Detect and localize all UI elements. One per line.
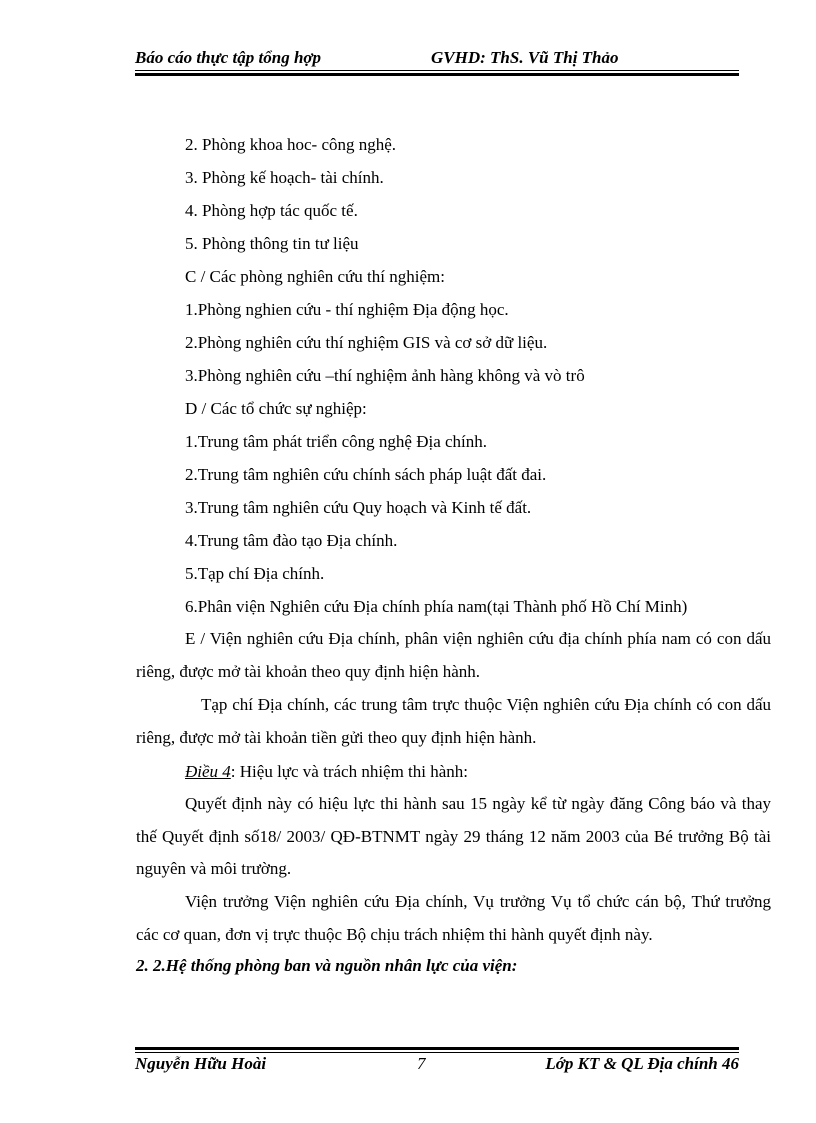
header-report-title: Báo cáo thực tập tổng hợp — [135, 48, 322, 67]
paragraph-quyetdinh: Quyết định này có hiệu lực thi hành sau 15 ngày kể từ ngày đăng Công báo và thay thế Quyết định số18/ 2003/ QĐ-BTNMT ngày 29 tháng 12 năm 2003 của Bé trưởng Bộ tài nguyên và môi trường. — [136, 794, 771, 878]
list-item: 3.Trung tâm nghiên cứu Quy hoạch và Kinh tế đất. — [185, 498, 532, 517]
page-header — [135, 48, 739, 72]
list-item: 2. Phòng khoa hoc- công nghệ. — [185, 135, 397, 154]
list-item: 5.Tạp chí Địa chính. — [185, 564, 325, 583]
section-c-title: C / Các phòng nghiên cứu thí nghiệm: — [185, 267, 445, 286]
list-item: 6.Phân viện Nghiên cứu Địa chính phía nam(tại Thành phố Hồ Chí Minh) — [185, 597, 688, 616]
article-4-heading — [185, 762, 468, 782]
list-item: 2.Phòng nghiên cứu thí nghiệm GIS và cơ sở dữ liệu. — [185, 333, 548, 352]
paragraph-vientruong: Viện trưởng Viện nghiên cứu Địa chính, Vụ trưởng Vụ tổ chức cán bộ, Thứ trưởng các cơ quan, đơn vị trực thuộc Bộ chịu trách nhiệm thi hành quyết định này. — [136, 892, 771, 944]
footer-author: Nguyễn Hữu Hoài — [135, 1054, 267, 1073]
header-supervisor: GVHD: ThS. Vũ Thị Thảo — [431, 48, 619, 67]
header-rule-thick — [135, 73, 739, 76]
paragraph-e: E / Viện nghiên cứu Địa chính, phân viện nghiên cứu địa chính phía nam có con dấu riêng, được mở tài khoản theo quy định hiện hành. — [136, 629, 771, 681]
page-footer — [135, 1054, 739, 1078]
list-item: 2.Trung tâm nghiên cứu chính sách pháp luật đất đai. — [185, 465, 547, 484]
list-item: 1.Trung tâm phát triển công nghệ Địa chính. — [185, 432, 488, 451]
footer-rule-thick — [135, 1047, 739, 1050]
list-item: 3. Phòng kế hoạch- tài chính. — [185, 168, 384, 187]
list-item: 1.Phòng nghien cứu - thí nghiệm Địa động học. — [185, 300, 509, 319]
page-number: 7 — [417, 1054, 426, 1073]
footer-rule-thin — [135, 1052, 739, 1053]
list-item: 5. Phòng thông tin tư liệu — [185, 234, 359, 253]
list-item: 4. Phòng hợp tác quốc tế. — [185, 201, 358, 220]
footer-class: Lớp KT & QL Địa chính 46 — [545, 1054, 739, 1073]
header-rule-thin — [135, 70, 739, 71]
section-d-title: D / Các tổ chức sự nghiệp: — [185, 399, 367, 418]
list-item: 4.Trung tâm đào tạo Địa chính. — [185, 531, 398, 550]
article-4-title: : Hiệu lực và trách nhiệm thi hành: — [230, 762, 469, 781]
section-heading: 2. 2.Hệ thống phòng ban và nguồn nhân lực của viện: — [136, 956, 518, 975]
list-item: 3.Phòng nghiên cứu –thí nghiệm ảnh hàng không và vò trô — [185, 366, 585, 385]
article-4-label: Điều 4 — [185, 762, 231, 781]
paragraph-tapchi: Tạp chí Địa chính, các trung tâm trực thuộc Viện nghiên cứu Địa chính có con dấu riêng, được mở tài khoản tiền gửi theo quy định hiện hành. — [136, 695, 771, 747]
